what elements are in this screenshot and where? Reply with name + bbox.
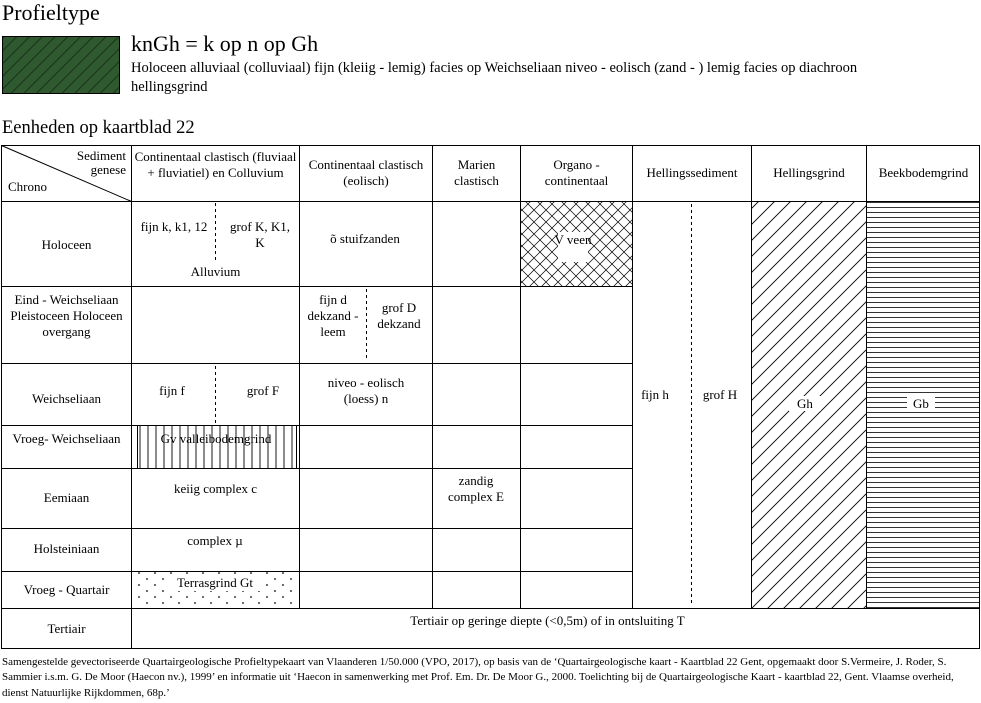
row-header: Tertiair [47, 621, 86, 636]
corner-genese-label: genese [90, 162, 126, 177]
cell-weichseliaan-grof: grof F [246, 383, 280, 398]
cell-holoceen-fijn: fijn k, k1, 12 [140, 219, 208, 234]
cell-keiig-complex: keiig complex c [173, 481, 258, 496]
column-header: Organo - continentaal [544, 157, 609, 188]
column-header: Marien clastisch [454, 157, 499, 188]
row-header: Eemiaan [43, 490, 90, 505]
section-title: Eenheden op kaartblad 22 [2, 118, 195, 138]
corner-sediment-label: Sediment [76, 148, 126, 163]
cell-weichseliaan-fijn: fijn f [159, 383, 185, 398]
column-header: Beekbodemgrind [878, 165, 969, 180]
cell-hellingssediment-fijn: fijn h [641, 387, 669, 402]
cell-alluvium: Alluvium [190, 264, 241, 279]
corner-chrono-label: Chrono [8, 179, 47, 194]
cell-stuifzanden: õ stuifzanden [330, 231, 400, 246]
cell-beekbodemgrind: Gb [913, 396, 929, 411]
column-header: Continentaal clastisch (fluviaal + fluviatiel) en Colluvium [134, 149, 297, 180]
profile-code: knGh = k op n op Gh [131, 31, 319, 56]
cell-dekzand-grof: grof D dekzand [377, 300, 421, 331]
cell-zandig-complex: zandig complex E [448, 473, 504, 504]
page-title: Profieltype [2, 0, 100, 25]
row-header: Vroeg - Quartair [23, 582, 110, 597]
cell-valleibodemgrind: Gv valleibodemgrind [160, 431, 272, 446]
cell-tertiair: Tertiair op geringe diepte (<0,5m) of in ontsluiting T [410, 613, 685, 628]
row-header: Holoceen [41, 237, 92, 252]
row-header: Holsteiniaan [33, 541, 100, 556]
column-header: Hellingssediment [646, 165, 738, 180]
cell-holoceen-grof: grof K, K1, K [230, 219, 290, 250]
profile-description: Holoceen alluviaal (colluviaal) fijn (kleiig - lemig) facies op Weichseliaan niveo - eolisch (zand - ) lemig facies op diachroon hellingsgrind [131, 60, 858, 95]
source-note: Samengestelde gevectoriseerde Quartairgeologische Profieltypekaart van Vlaanderen 1/50.000 (VPO, 2017), op basis van de ‘Quartairgeologische kaart - Kaartblad 22 Gent, opgemaakt door S.Vermeire, J. Roder, S. Sammier i.s.m. G. De Moor (Haecon nv.), 1999’ en informatie uit ‘Haecon in samenwerking met Prof. Em. Dr. De Moor G., 2000. Toelichting bij de Quartairgeologische Kaart - kaartblad 22, Gent. Vlaamse overheid, dienst Natuurlijke Rijkdommen, 68p.’ [2, 656, 954, 699]
column-header: Hellingsgrind [773, 165, 845, 180]
row-header: Eind - Weichseliaan Pleistoceen Holoceen overgang [10, 292, 123, 339]
column-header: Continentaal clastisch (eolisch) [308, 157, 424, 188]
cell-complex-mu: complex µ [187, 533, 243, 548]
cell-loess: niveo - eolisch (loess) n [327, 375, 405, 406]
cell-hellingssediment-grof: grof H [702, 387, 738, 402]
cell-dekzand-fijn: fijn d dekzand - leem [307, 292, 359, 339]
cell-hellingsgrind: Gh [797, 396, 813, 411]
cell-veen: V veen [554, 232, 592, 247]
row-header: Vroeg- Weichseliaan [12, 431, 121, 446]
row-header: Weichseliaan [32, 391, 101, 406]
cell-terrasgrind: Terrasgrind Gt [170, 575, 260, 591]
